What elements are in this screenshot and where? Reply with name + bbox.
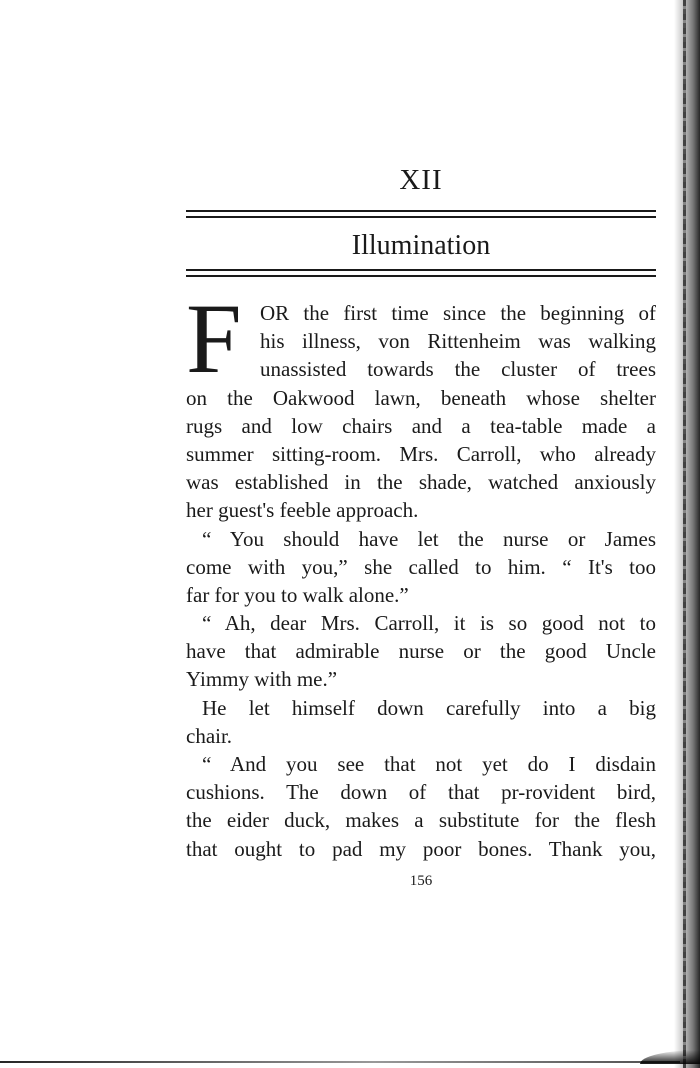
page-number: 156 xyxy=(409,873,433,889)
drop-cap: F xyxy=(186,283,242,394)
text-line: that ought to pad my poor bones. Thank you, xyxy=(186,836,656,861)
text-line: unassisted towards the cluster of trees xyxy=(260,357,656,382)
text-line: OR the first time since the beginning of xyxy=(260,301,656,325)
text-line: her guest's feeble approach. xyxy=(186,498,419,523)
book-edge-shadow xyxy=(674,0,700,1068)
text-line: the eider duck, makes a substitute for the flesh xyxy=(186,808,656,833)
book-edge-pages xyxy=(683,0,686,1068)
text-line: chair. xyxy=(186,723,233,748)
text-line: his illness, von Rittenheim was walking xyxy=(260,329,656,354)
text-line: summer sitting-room. Mrs. Carroll, who already xyxy=(186,441,656,466)
chapter-title: Illumination xyxy=(351,230,491,261)
text-line: have that admirable nurse or the good Uncle xyxy=(186,639,656,664)
chapter-number: XII xyxy=(399,164,443,196)
text-line: on the Oakwood lawn, beneath whose shelter xyxy=(186,385,656,410)
text-line: “ Ah, dear Mrs. Carroll, it is so good not to xyxy=(202,611,656,636)
text-line: was established in the shade, watched anxiously xyxy=(186,470,656,495)
text-line: far for you to walk alone.” xyxy=(186,582,409,607)
text-line: rugs and low chairs and a tea-table made a xyxy=(186,413,656,438)
title-rule-top xyxy=(186,210,656,218)
text-line: cushions. The down of that pr-rovident bird, xyxy=(186,780,656,805)
title-rule-bottom xyxy=(186,269,656,277)
text-line: Yimmy with me.” xyxy=(186,667,338,692)
text-line: come with you,” she called to him. “ It's too xyxy=(186,554,656,579)
bottom-scan-line xyxy=(0,1061,680,1063)
text-line: He let himself down carefully into a big xyxy=(202,695,656,720)
text-line: “ And you see that not yet do I disdain xyxy=(202,752,656,776)
body-text xyxy=(186,299,656,863)
text-line: “ You should have let the nurse or James xyxy=(202,526,656,551)
page-curl-shadow xyxy=(640,1050,700,1064)
